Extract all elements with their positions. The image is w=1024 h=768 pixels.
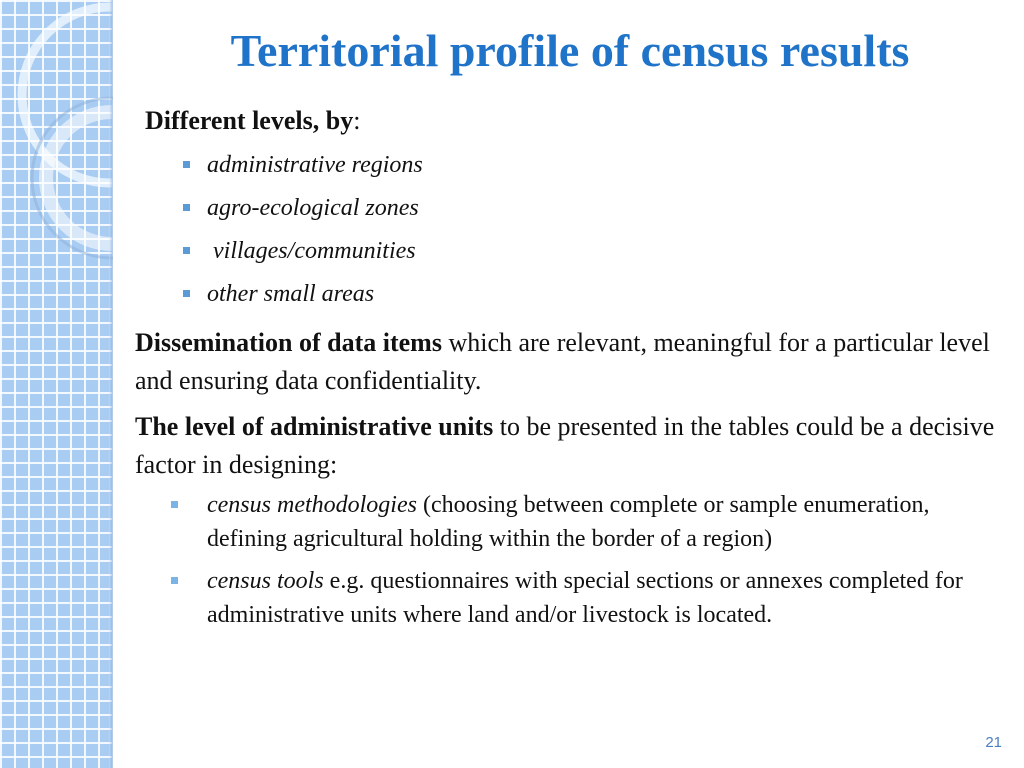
list-item <box>135 273 995 316</box>
dissemination-paragraph <box>135 324 995 400</box>
level-text: other small areas <box>207 281 375 307</box>
decorative-rings-graphic <box>0 0 113 260</box>
dissemination-text: which are relevant, meaningful for a particular level and ensuring data confidentiality. <box>135 328 990 395</box>
levels-heading-colon: : <box>353 106 361 135</box>
factor-italic: census methodologies <box>207 492 417 518</box>
list-item <box>135 488 995 556</box>
level-text: agro-ecological zones <box>207 195 419 221</box>
list-item <box>135 187 995 230</box>
slide-title: Territorial profile of census results <box>230 25 910 76</box>
decorative-sidebar <box>0 0 113 768</box>
levels-heading <box>145 106 995 136</box>
square-bullet-icon <box>183 161 190 168</box>
design-factors-list <box>135 488 995 632</box>
levels-heading-bold: Different levels, by <box>145 106 354 135</box>
page-number: 21 <box>985 734 1002 751</box>
factor-text: (choosing between complete or sample enumeration, defining agricultural holding within the border of a region) <box>207 492 930 552</box>
list-item <box>135 230 995 273</box>
slide-content <box>135 106 995 640</box>
square-bullet-icon <box>171 501 178 508</box>
level-text: administrative regions <box>207 152 423 178</box>
list-item <box>135 564 995 632</box>
levels-list <box>135 144 995 316</box>
square-bullet-icon <box>171 577 178 584</box>
admin-units-bold: The level of administrative units <box>135 412 494 441</box>
dissemination-bold: Dissemination of data items <box>135 328 442 357</box>
square-bullet-icon <box>183 247 190 254</box>
factor-italic: census tools <box>207 568 324 594</box>
admin-units-paragraph <box>135 408 995 484</box>
list-item <box>135 144 995 187</box>
admin-units-text: to be presented in the tables could be a decisive factor in designing: <box>135 412 995 479</box>
square-bullet-icon <box>183 290 190 297</box>
square-bullet-icon <box>183 204 190 211</box>
factor-text: e.g. questionnaires with special sections or annexes completed for administrative units where land and/or livestock is located. <box>207 568 963 628</box>
level-text: villages/communities <box>207 238 416 264</box>
